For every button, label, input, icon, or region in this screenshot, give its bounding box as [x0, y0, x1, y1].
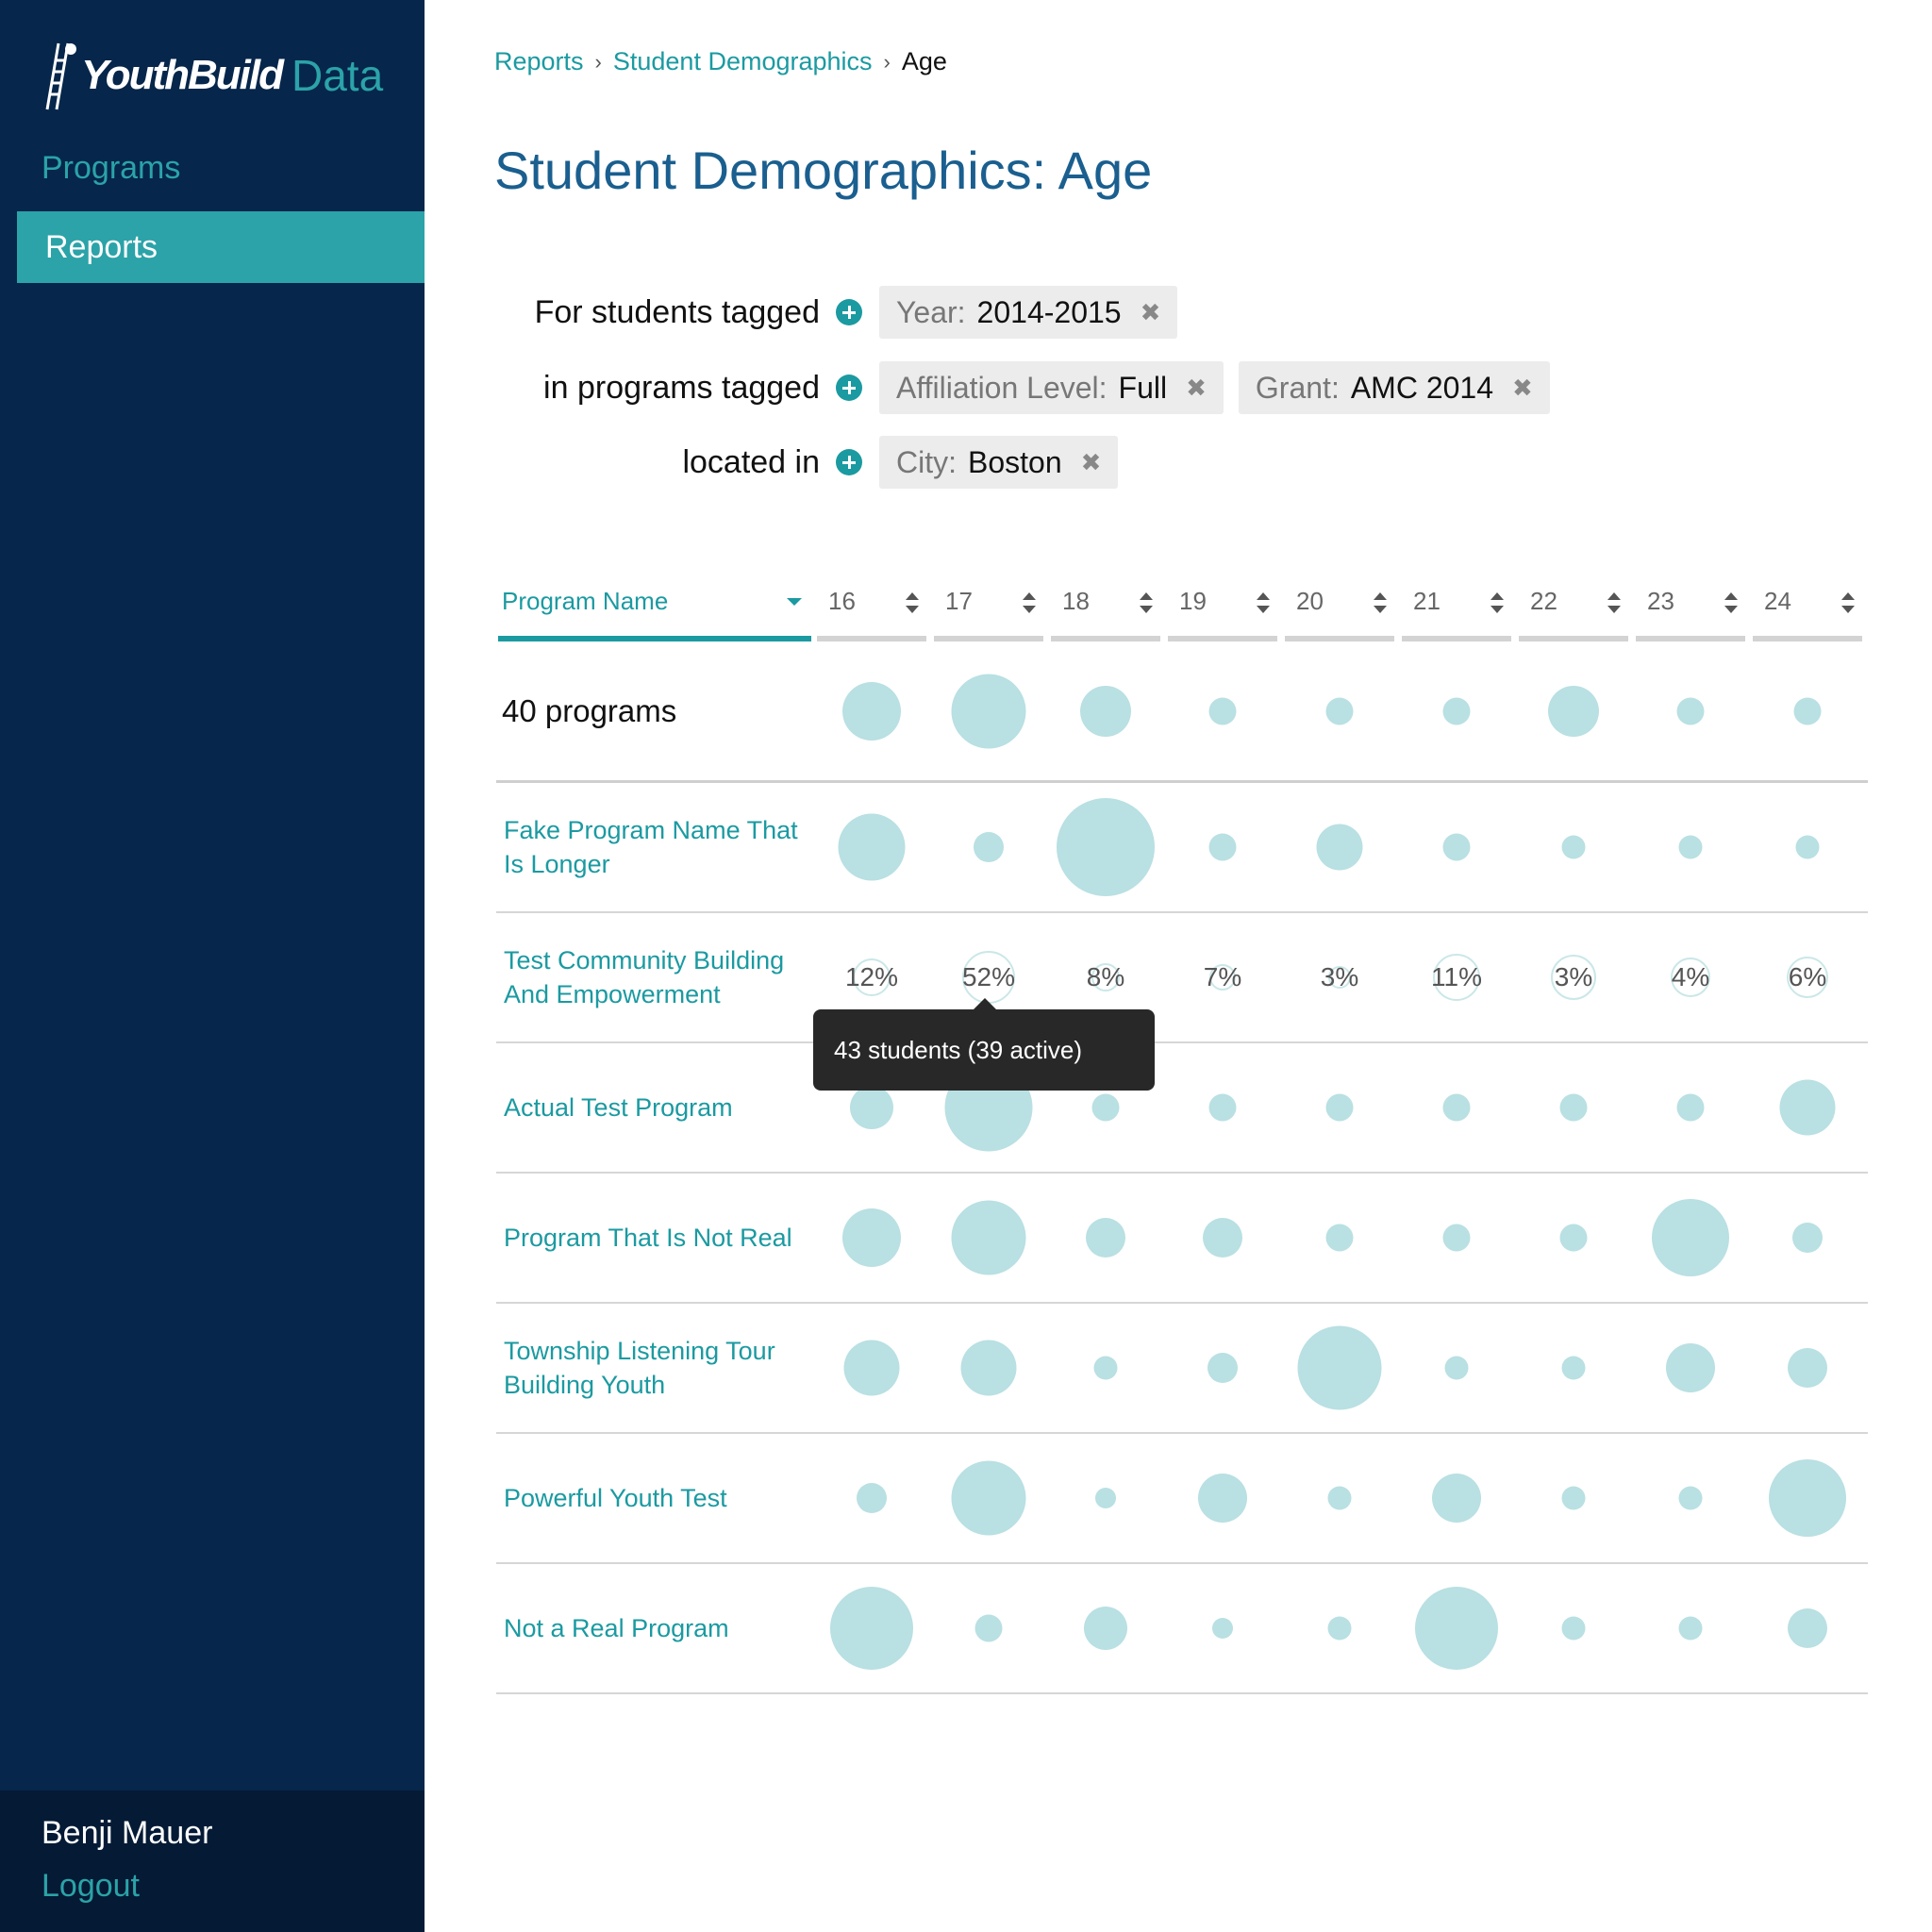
remove-tag-icon[interactable]: ✖ [1186, 373, 1207, 402]
breadcrumb-current: Age [901, 47, 947, 75]
age-cell-19[interactable] [1166, 641, 1279, 780]
bubble [1208, 1353, 1238, 1383]
sort-icon[interactable] [1257, 592, 1270, 613]
age-cell-16[interactable] [815, 1434, 928, 1562]
table-row [496, 913, 1868, 1043]
bubble [1084, 1607, 1127, 1650]
percent-label: 52% [961, 962, 1016, 991]
bubble [1677, 1094, 1705, 1122]
column-header-age-20[interactable] [1285, 575, 1394, 641]
nav-item-programs[interactable]: Programs [42, 149, 181, 186]
column-header-age-24[interactable] [1753, 575, 1862, 641]
percent-label: 3% [1320, 962, 1359, 991]
column-header-label: 16 [828, 587, 856, 615]
age-cell-19[interactable] [1166, 1434, 1279, 1562]
bubble [842, 1208, 901, 1267]
age-cell-24[interactable] [1751, 783, 1864, 911]
age-cell-17[interactable] [932, 1434, 1045, 1562]
bubble [1445, 1357, 1469, 1380]
age-cell-20[interactable] [1283, 641, 1396, 780]
age-cell-18[interactable] [1049, 1174, 1162, 1302]
column-header-age-19[interactable] [1168, 575, 1277, 641]
tag-value: AMC 2014 [1350, 370, 1494, 405]
remove-tag-icon[interactable]: ✖ [1512, 373, 1533, 402]
bubble [1788, 1608, 1827, 1648]
column-header-program-name[interactable] [498, 575, 811, 641]
column-header-label: 21 [1413, 587, 1441, 615]
percent-label: 8% [1086, 962, 1125, 991]
sort-icon[interactable] [1724, 592, 1738, 613]
program-name-link[interactable]: Program That Is Not Real [504, 1224, 792, 1252]
chevron-right-icon: › [594, 49, 602, 74]
bubble [1796, 836, 1820, 859]
summary-row [496, 641, 1868, 783]
column-header-age-21[interactable] [1402, 575, 1511, 641]
bubble [1562, 1617, 1586, 1641]
percent-label: 3% [1554, 962, 1593, 991]
age-cell-20[interactable] [1283, 1043, 1396, 1172]
age-cell-22[interactable] [1517, 641, 1630, 780]
breadcrumb-reports[interactable]: Reports [494, 47, 584, 75]
remove-tag-icon[interactable]: ✖ [1140, 297, 1161, 326]
age-cell-16[interactable] [815, 1564, 928, 1692]
bubble [830, 1587, 913, 1670]
age-cell-18[interactable] [1049, 1564, 1162, 1692]
sort-icon[interactable] [1841, 592, 1855, 613]
age-cell-24[interactable] [1751, 1043, 1864, 1172]
filter-tag-city [879, 436, 1118, 489]
age-cell-23[interactable] [1634, 1174, 1747, 1302]
percent-label: 4% [1671, 962, 1710, 991]
bubble [1562, 1357, 1586, 1380]
column-header-label: 18 [1062, 587, 1090, 615]
caret-down-icon [787, 598, 802, 606]
chevron-right-icon: › [883, 49, 891, 74]
age-cell-24[interactable] [1751, 1304, 1864, 1432]
age-cell-22[interactable] [1517, 1174, 1630, 1302]
bubble [1443, 834, 1471, 861]
age-cell-20[interactable] [1283, 783, 1396, 911]
bubble [1432, 1474, 1481, 1523]
bubble [1326, 697, 1354, 724]
age-cell-18[interactable] [1049, 1304, 1162, 1432]
bubble [1317, 824, 1363, 871]
program-name-link[interactable]: Not a Real Program [504, 1614, 729, 1642]
age-cell-18[interactable] [1049, 783, 1162, 911]
bubble [1203, 1218, 1242, 1257]
age-cell-24[interactable] [1751, 913, 1864, 1041]
bubble [952, 1201, 1026, 1275]
tag-value: 2014-2015 [976, 294, 1122, 329]
tag-value: Boston [968, 444, 1062, 479]
age-cell-17[interactable] [932, 783, 1045, 911]
bubble [1562, 1487, 1586, 1510]
age-cell-22[interactable] [1517, 1043, 1630, 1172]
filter-tag-year [879, 286, 1177, 339]
brand-name: YouthBuild [81, 52, 282, 98]
age-cell-23[interactable] [1634, 783, 1747, 911]
bubble [1328, 1617, 1352, 1641]
bubble [1679, 1617, 1703, 1641]
column-header-label: 24 [1764, 587, 1791, 615]
age-cell-23[interactable] [1634, 1434, 1747, 1562]
age-cell-23[interactable] [1634, 1043, 1747, 1172]
program-name-link[interactable]: Fake Program Name That Is Longer [504, 816, 798, 878]
column-header-age-17[interactable] [934, 575, 1043, 641]
percent-label: 12% [844, 962, 899, 991]
age-cell-17[interactable] [932, 1304, 1045, 1432]
program-name-link[interactable]: Township Listening Tour Building Youth [504, 1337, 775, 1399]
bubble [1788, 1348, 1827, 1388]
breadcrumb-student-demographics[interactable]: Student Demographics [612, 47, 873, 75]
age-cell-19[interactable] [1166, 1043, 1279, 1172]
bubble [1298, 1326, 1382, 1410]
program-name-link[interactable]: Test Community Building And Empowerment [504, 946, 785, 1008]
user-panel [0, 1790, 425, 1932]
age-cell-24[interactable] [1751, 1434, 1864, 1562]
bubble [1057, 798, 1155, 896]
bubble [1548, 686, 1599, 737]
column-header-age-23[interactable] [1636, 575, 1745, 641]
bubble [952, 1461, 1026, 1536]
age-cell-19[interactable] [1166, 1564, 1279, 1692]
column-header-label: 20 [1296, 587, 1324, 615]
remove-tag-icon[interactable]: ✖ [1080, 447, 1102, 476]
program-name-link[interactable]: Powerful Youth Test [504, 1484, 727, 1512]
filter-label: located in [682, 443, 820, 480]
age-cell-20[interactable] [1283, 913, 1396, 1041]
tag-key: Year: [896, 294, 966, 329]
bubble [1326, 1094, 1354, 1122]
bubble [974, 832, 1004, 862]
age-cell-24[interactable] [1751, 1564, 1864, 1692]
table-row [496, 1043, 1868, 1174]
bubble [857, 1483, 887, 1513]
bubble [1212, 1618, 1233, 1639]
bubble [1198, 1474, 1247, 1523]
sort-icon[interactable] [906, 592, 919, 613]
age-cell-16[interactable] [815, 1174, 928, 1302]
age-cell-22[interactable] [1517, 783, 1630, 911]
nav-item-reports[interactable]: Reports [17, 211, 425, 283]
table-row [496, 783, 1868, 913]
age-cell-19[interactable] [1166, 913, 1279, 1041]
bubble [1652, 1199, 1729, 1276]
ladder-figure-icon [40, 40, 77, 111]
percent-label: 6% [1788, 962, 1827, 991]
age-cell-22[interactable] [1517, 1564, 1630, 1692]
breadcrumb [494, 47, 947, 76]
sidebar [0, 0, 425, 1932]
tag-value: Full [1118, 370, 1168, 405]
tag-key: City: [896, 444, 957, 479]
age-cell-21[interactable] [1400, 783, 1513, 911]
column-header-age-16[interactable] [817, 575, 926, 641]
program-name-link[interactable]: Actual Test Program [504, 1093, 733, 1122]
bubble [1794, 697, 1822, 724]
table-row [496, 1304, 1868, 1434]
column-header-label: Program Name [502, 587, 669, 615]
bubble [1443, 697, 1471, 724]
age-cell-21[interactable] [1400, 641, 1513, 780]
age-cell-21[interactable] [1400, 1304, 1513, 1432]
bubble [1086, 1218, 1125, 1257]
bubble [1679, 1487, 1703, 1510]
bubble [844, 1341, 900, 1396]
bubble [1769, 1459, 1846, 1537]
age-cell-20[interactable] [1283, 1434, 1396, 1562]
sort-icon[interactable] [1023, 592, 1036, 613]
age-cell-20[interactable] [1283, 1564, 1396, 1692]
bubble [1560, 1224, 1588, 1252]
age-cell-21[interactable] [1400, 1564, 1513, 1692]
filter-label: For students tagged [534, 293, 820, 330]
age-cell-21[interactable] [1400, 1174, 1513, 1302]
age-cell-22[interactable] [1517, 1434, 1630, 1562]
bubble [952, 674, 1026, 748]
age-cell-22[interactable] [1517, 913, 1630, 1041]
age-cell-17[interactable] [932, 1174, 1045, 1302]
bubble [1443, 1224, 1471, 1252]
sort-icon[interactable] [1607, 592, 1621, 613]
age-cell-24[interactable] [1751, 641, 1864, 780]
page-title: Student Demographics: Age [494, 141, 1153, 200]
column-header-label: 23 [1647, 587, 1674, 615]
bubble [1326, 1224, 1354, 1252]
tag-key: Affiliation Level: [896, 370, 1108, 405]
age-cell-23[interactable] [1634, 1304, 1747, 1432]
age-cell-17[interactable] [932, 641, 1045, 780]
bubble [1666, 1343, 1715, 1392]
user-name: Benji Mauer [42, 1815, 213, 1851]
column-header-label: 19 [1179, 587, 1207, 615]
bubble [975, 1615, 1003, 1642]
age-cell-23[interactable] [1634, 913, 1747, 1041]
bubble [1780, 1080, 1836, 1136]
table-row [496, 1434, 1868, 1564]
brand-suffix: Data [291, 51, 384, 100]
column-header-age-18[interactable] [1051, 575, 1160, 641]
table-row [496, 1564, 1868, 1694]
sort-icon[interactable] [1374, 592, 1387, 613]
column-header-label: 22 [1530, 587, 1557, 615]
age-cell-21[interactable] [1400, 1043, 1513, 1172]
filter-tag-grant [1239, 361, 1550, 414]
bubble [1415, 1587, 1498, 1670]
tooltip: 43 students (39 active) [813, 1009, 1155, 1091]
bubble [1560, 1094, 1588, 1122]
table-row [496, 1174, 1868, 1304]
age-cell-24[interactable] [1751, 1174, 1864, 1302]
bubble [1095, 1488, 1116, 1508]
bubble [1080, 686, 1131, 737]
bubble [1209, 1094, 1237, 1122]
age-cell-23[interactable] [1634, 1564, 1747, 1692]
age-cell-19[interactable] [1166, 783, 1279, 911]
bubble [1209, 834, 1237, 861]
age-cell-21[interactable] [1400, 1434, 1513, 1562]
bubble [1562, 836, 1586, 859]
age-cell-18[interactable] [1049, 641, 1162, 780]
percent-label: 11% [1431, 962, 1482, 991]
age-cell-18[interactable] [1049, 1434, 1162, 1562]
bubble [961, 1341, 1017, 1396]
age-cell-16[interactable] [815, 1304, 928, 1432]
age-cell-17[interactable] [932, 1564, 1045, 1692]
youthbuild-logo[interactable] [40, 38, 383, 113]
bubble [1792, 1223, 1823, 1253]
filter-label: in programs tagged [543, 369, 820, 406]
sort-icon[interactable] [1491, 592, 1504, 613]
age-cell-22[interactable] [1517, 1304, 1630, 1432]
filter-tag-affiliation [879, 361, 1224, 414]
age-cell-20[interactable] [1283, 1304, 1396, 1432]
add-filter-icon[interactable] [836, 449, 862, 475]
age-cell-19[interactable] [1166, 1304, 1279, 1432]
age-cell-23[interactable] [1634, 641, 1747, 780]
tag-key: Grant: [1255, 370, 1340, 405]
bubble [1092, 1094, 1120, 1122]
percent-label: 7% [1203, 962, 1242, 991]
column-header-age-22[interactable] [1519, 575, 1628, 641]
age-cell-16[interactable] [815, 641, 928, 780]
bubble [839, 814, 906, 881]
age-cell-16[interactable] [815, 783, 928, 911]
add-filter-icon[interactable] [836, 375, 862, 401]
bubble [1677, 697, 1705, 724]
bubble [842, 682, 901, 741]
age-cell-19[interactable] [1166, 1174, 1279, 1302]
bubble [1328, 1487, 1352, 1510]
bubble [1094, 1357, 1118, 1380]
bubble [850, 1086, 893, 1129]
sort-icon[interactable] [1140, 592, 1153, 613]
bubble [1209, 697, 1237, 724]
add-filter-icon[interactable] [836, 299, 862, 325]
logout-link[interactable]: Logout [42, 1868, 140, 1904]
age-cell-20[interactable] [1283, 1174, 1396, 1302]
bubble [1679, 836, 1703, 859]
program-count: 40 programs [502, 692, 677, 728]
column-header-label: 17 [945, 587, 973, 615]
age-cell-21[interactable] [1400, 913, 1513, 1041]
bubble [1443, 1094, 1471, 1122]
